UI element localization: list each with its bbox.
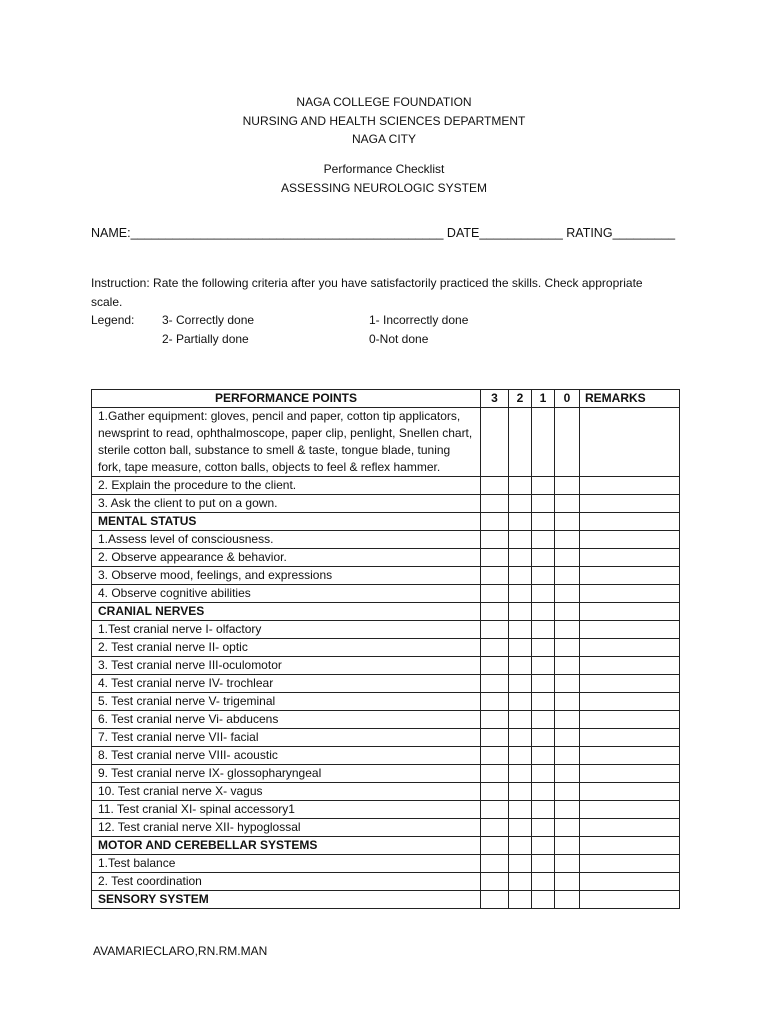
table-row (92, 495, 680, 513)
legend-item-1: 1- Incorrectly done (369, 313, 469, 327)
scale-2-cell[interactable] (509, 819, 532, 837)
scale-1-cell[interactable] (532, 675, 555, 693)
scale-0-cell (555, 603, 580, 621)
scale-0-cell[interactable] (555, 408, 580, 477)
scale-3-cell[interactable] (481, 477, 509, 495)
remarks-cell[interactable] (580, 531, 680, 549)
table-row (92, 675, 680, 693)
remarks-cell[interactable] (580, 495, 680, 513)
remarks-cell[interactable] (580, 765, 680, 783)
scale-1-cell[interactable] (532, 639, 555, 657)
scale-0-cell (555, 891, 580, 909)
table-row (92, 549, 680, 567)
performance-point: 2. Test cranial nerve II- optic (92, 639, 481, 657)
scale-2-cell[interactable] (509, 693, 532, 711)
performance-point: 3. Observe mood, feelings, and expressions (92, 567, 481, 585)
scale-3-cell[interactable] (481, 747, 509, 765)
scale-2-cell[interactable] (509, 621, 532, 639)
scale-3-cell[interactable] (481, 621, 509, 639)
scale-0-cell[interactable] (555, 585, 580, 603)
scale-1-cell[interactable] (532, 765, 555, 783)
scale-0-cell[interactable] (555, 639, 580, 657)
scale-0-cell[interactable] (555, 765, 580, 783)
scale-2-cell[interactable] (509, 495, 532, 513)
scale-1-cell[interactable] (532, 585, 555, 603)
scale-2-cell[interactable] (509, 585, 532, 603)
remarks-cell[interactable] (580, 855, 680, 873)
performance-point: 1.Test cranial nerve I- olfactory (92, 621, 481, 639)
scale-3-cell[interactable] (481, 408, 509, 477)
scale-2-cell (509, 891, 532, 909)
scale-0-cell (555, 837, 580, 855)
table-row (92, 477, 680, 495)
remarks-cell (580, 891, 680, 909)
scale-2-cell[interactable] (509, 567, 532, 585)
scale-0-cell[interactable] (555, 675, 580, 693)
scale-1-cell[interactable] (532, 711, 555, 729)
scale-3-cell (481, 603, 509, 621)
student-info-line (91, 226, 675, 240)
legend-title: Legend: (91, 313, 135, 327)
scale-2-cell[interactable] (509, 408, 532, 477)
section-title: MOTOR AND CEREBELLAR SYSTEMS (92, 837, 481, 855)
table-row (92, 873, 680, 891)
performance-point: 12. Test cranial nerve XII- hypoglossal (92, 819, 481, 837)
remarks-cell[interactable] (580, 747, 680, 765)
remarks-cell[interactable] (580, 783, 680, 801)
scale-0-cell[interactable] (555, 819, 580, 837)
remarks-cell[interactable] (580, 408, 680, 477)
section-header-row (92, 891, 680, 909)
document-header (0, 93, 768, 149)
scale-3-cell[interactable] (481, 657, 509, 675)
section-header-row (92, 603, 680, 621)
scale-3-cell[interactable] (481, 711, 509, 729)
remarks-cell[interactable] (580, 801, 680, 819)
performance-point: 3. Ask the client to put on a gown. (92, 495, 481, 513)
scale-3-cell[interactable] (481, 639, 509, 657)
remarks-cell[interactable] (580, 549, 680, 567)
performance-point: 5. Test cranial nerve V- trigeminal (92, 693, 481, 711)
table-row (92, 747, 680, 765)
scale-1-cell[interactable] (532, 477, 555, 495)
header-scale-0: 0 (555, 390, 580, 408)
scale-1-cell[interactable] (532, 801, 555, 819)
scale-2-cell[interactable] (509, 675, 532, 693)
scale-2-cell[interactable] (509, 531, 532, 549)
scale-1-cell[interactable] (532, 819, 555, 837)
scale-1-cell[interactable] (532, 621, 555, 639)
section-title: SENSORY SYSTEM (92, 891, 481, 909)
scale-1-cell[interactable] (532, 783, 555, 801)
scale-3-cell[interactable] (481, 729, 509, 747)
table-header-row (92, 390, 680, 408)
table-row (92, 801, 680, 819)
scale-2-cell[interactable] (509, 873, 532, 891)
remarks-cell[interactable] (580, 873, 680, 891)
scale-1-cell[interactable] (532, 408, 555, 477)
scale-0-cell[interactable] (555, 477, 580, 495)
scale-2-cell[interactable] (509, 549, 532, 567)
institution-name: NAGA COLLEGE FOUNDATION (296, 95, 472, 109)
scale-1-cell[interactable] (532, 549, 555, 567)
section-title: CRANIAL NERVES (92, 603, 481, 621)
table-row (92, 855, 680, 873)
scale-1-cell[interactable] (532, 531, 555, 549)
scale-3-cell[interactable] (481, 819, 509, 837)
scale-3-cell[interactable] (481, 585, 509, 603)
scale-3-cell[interactable] (481, 855, 509, 873)
scale-3-cell[interactable] (481, 549, 509, 567)
scale-3-cell[interactable] (481, 765, 509, 783)
legend-item-3: 3- Correctly done (162, 313, 255, 327)
date-label: DATE (446, 226, 480, 240)
table-row (92, 531, 680, 549)
scale-0-cell[interactable] (555, 873, 580, 891)
performance-point: 2. Test coordination (92, 873, 481, 891)
scale-2-cell[interactable] (509, 855, 532, 873)
scale-1-cell[interactable] (532, 747, 555, 765)
author-credit: AVAMARIECLARO,RN.RM.MAN (93, 944, 268, 958)
header-scale-2: 2 (509, 390, 532, 408)
remarks-cell (580, 837, 680, 855)
scale-2-cell (509, 513, 532, 531)
name-label: NAME: (91, 226, 131, 240)
checklist-table (91, 389, 680, 909)
performance-point: 2. Explain the procedure to the client. (92, 477, 481, 495)
scale-0-cell (555, 513, 580, 531)
table-row (92, 657, 680, 675)
scale-2-cell (509, 603, 532, 621)
header-remarks: REMARKS (580, 390, 680, 408)
scale-1-cell[interactable] (532, 693, 555, 711)
scale-3-cell[interactable] (481, 567, 509, 585)
scale-2-cell[interactable] (509, 729, 532, 747)
scale-3-cell (481, 891, 509, 909)
performance-point: 9. Test cranial nerve IX- glossopharyngeal (92, 765, 481, 783)
scale-1-cell (532, 513, 555, 531)
scale-1-cell (532, 837, 555, 855)
table-row (92, 585, 680, 603)
header-performance-points: PERFORMANCE POINTS (92, 390, 481, 408)
scale-3-cell[interactable] (481, 531, 509, 549)
scale-3-cell[interactable] (481, 693, 509, 711)
scale-2-cell[interactable] (509, 801, 532, 819)
remarks-cell[interactable] (580, 585, 680, 603)
performance-point: 6. Test cranial nerve Vi- abducens (92, 711, 481, 729)
name-blank: _____________________________________________ (130, 226, 444, 240)
legend-item-0: 0-Not done (369, 331, 429, 346)
remarks-cell[interactable] (580, 711, 680, 729)
scale-0-cell[interactable] (555, 621, 580, 639)
remarks-cell[interactable] (580, 639, 680, 657)
scale-1-cell[interactable] (532, 729, 555, 747)
scale-0-cell[interactable] (555, 693, 580, 711)
scale-0-cell[interactable] (555, 711, 580, 729)
scale-0-cell[interactable] (555, 495, 580, 513)
scale-1-cell[interactable] (532, 873, 555, 891)
scale-3-cell[interactable] (481, 873, 509, 891)
date-blank: ____________ (479, 226, 563, 240)
scale-2-cell[interactable] (509, 477, 532, 495)
remarks-cell[interactable] (580, 693, 680, 711)
table-row (92, 711, 680, 729)
table-row (92, 729, 680, 747)
scale-0-cell[interactable] (555, 531, 580, 549)
table-row (92, 567, 680, 585)
scale-1-cell[interactable] (532, 495, 555, 513)
remarks-cell (580, 513, 680, 531)
performance-point: 8. Test cranial nerve VIII- acoustic (92, 747, 481, 765)
section-header-row (92, 513, 680, 531)
scale-2-cell[interactable] (509, 783, 532, 801)
scale-3-cell[interactable] (481, 801, 509, 819)
scale-2-cell[interactable] (509, 765, 532, 783)
scale-1-cell (532, 891, 555, 909)
scale-0-cell[interactable] (555, 783, 580, 801)
performance-point: 11. Test cranial XI- spinal accessory1 (92, 801, 481, 819)
scale-3-cell[interactable] (481, 783, 509, 801)
scale-3-cell (481, 513, 509, 531)
header-scale-3: 3 (481, 390, 509, 408)
checklist-body (92, 408, 680, 909)
scale-1-cell[interactable] (532, 657, 555, 675)
performance-point: 1.Assess level of consciousness. (92, 531, 481, 549)
scale-0-cell[interactable] (555, 729, 580, 747)
scale-2-cell[interactable] (509, 657, 532, 675)
remarks-cell[interactable] (580, 729, 680, 747)
performance-point: 4. Observe cognitive abilities (92, 585, 481, 603)
document-type: Performance Checklist (323, 162, 445, 176)
remarks-cell[interactable] (580, 675, 680, 693)
table-row (92, 693, 680, 711)
table-row (92, 639, 680, 657)
table-row (92, 783, 680, 801)
scale-0-cell[interactable] (555, 657, 580, 675)
document-title: ASSESSING NEUROLOGIC SYSTEM (280, 180, 488, 195)
performance-point: 1.Gather equipment: gloves, pencil and paper, cotton tip applicators, newsprint to read, ophthalmoscope, paper clip, penlight, Snellen chart, sterile cotton ball, substance to smell & taste, tongue blade, tuning fork, tape measure, cotton balls, objects to feel & reflex hammer. (92, 408, 481, 477)
document-subheader (0, 160, 768, 197)
rating-blank: _________ (612, 226, 676, 240)
scale-2-cell (509, 837, 532, 855)
performance-point: 7. Test cranial nerve VII- facial (92, 729, 481, 747)
legend-item-2: 2- Partially done (162, 331, 249, 346)
scale-3-cell (481, 837, 509, 855)
remarks-cell[interactable] (580, 819, 680, 837)
performance-point: 2. Observe appearance & behavior. (92, 549, 481, 567)
remarks-cell[interactable] (580, 477, 680, 495)
scale-0-cell[interactable] (555, 747, 580, 765)
scale-2-cell[interactable] (509, 711, 532, 729)
performance-point: 1.Test balance (92, 855, 481, 873)
remarks-cell[interactable] (580, 567, 680, 585)
city-name: NAGA CITY (351, 132, 416, 146)
scale-2-cell[interactable] (509, 747, 532, 765)
remarks-cell[interactable] (580, 657, 680, 675)
scale-1-cell[interactable] (532, 567, 555, 585)
scale-1-cell (532, 603, 555, 621)
instruction-text: Instruction: Rate the following criteria after you have satisfactorily practiced the skills. Check appropriate scale. (91, 276, 643, 309)
scale-3-cell[interactable] (481, 675, 509, 693)
remarks-cell (580, 603, 680, 621)
table-row (92, 819, 680, 837)
performance-point: 3. Test cranial nerve III-oculomotor (92, 657, 481, 675)
scale-0-cell[interactable] (555, 855, 580, 873)
scale-2-cell[interactable] (509, 639, 532, 657)
rating-label: RATING (566, 226, 613, 240)
scale-3-cell[interactable] (481, 495, 509, 513)
section-title: MENTAL STATUS (92, 513, 481, 531)
scale-0-cell[interactable] (555, 567, 580, 585)
scale-0-cell[interactable] (555, 801, 580, 819)
performance-point: 4. Test cranial nerve IV- trochlear (92, 675, 481, 693)
department-name: NURSING AND HEALTH SCIENCES DEPARTMENT (242, 113, 526, 128)
header-scale-1: 1 (532, 390, 555, 408)
table-row (92, 621, 680, 639)
remarks-cell[interactable] (580, 621, 680, 639)
performance-point: 10. Test cranial nerve X- vagus (92, 783, 481, 801)
scale-1-cell[interactable] (532, 855, 555, 873)
scale-0-cell[interactable] (555, 549, 580, 567)
section-header-row (92, 837, 680, 855)
table-row (92, 765, 680, 783)
table-row (92, 408, 680, 477)
